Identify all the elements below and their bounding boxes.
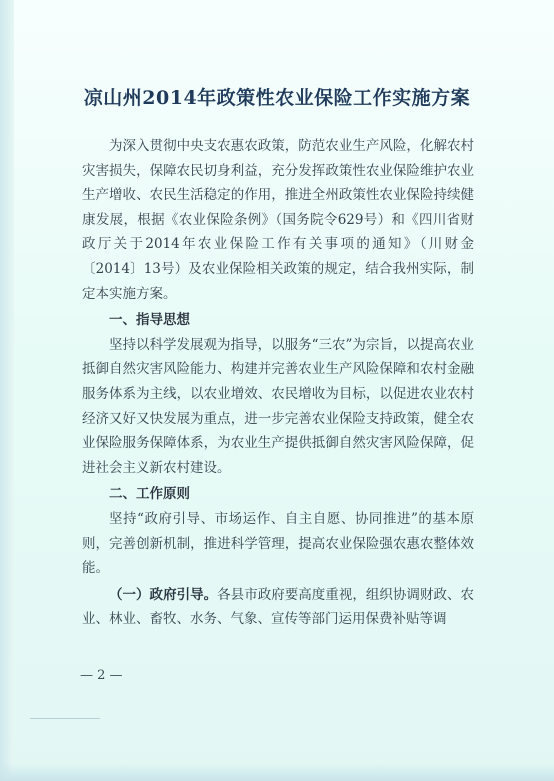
page-number: — 2 — <box>80 668 123 683</box>
binding-shadow <box>0 0 14 781</box>
government-guidance-text: 各县市政府要高度重视，组织协调财政、农业、林业、畜牧、水务、气象、宣传等部门运用保费补贴等调 <box>82 586 475 628</box>
section-heading-work-principles: 二、工作原则 <box>109 486 190 503</box>
government-guidance-paragraph <box>82 583 474 632</box>
document-body <box>82 134 474 632</box>
document-title: 凉山州2014年政策性农业保险工作实施方案 <box>83 87 471 109</box>
bottom-shadow <box>0 763 554 781</box>
government-guidance-label: （一）政府引导。 <box>109 586 218 603</box>
section-heading-guiding-ideology: 一、指导思想 <box>109 312 190 329</box>
intro-paragraph: 为深入贯彻中央支农惠农政策，防范农业生产风险，化解农村灾害损失，保障农民切身利益，充分发挥政策性农业保险维护农业生产增收、农民生活稳定的作用，推进全州政策性农业保险持续健康发展，根据《农业保险条例》（国务院令629号）和《四川省财政厅关于2014年农业保险工作有关事项的通知》（川财金〔2014〕13号）及农业保险相关政策的规定，结合我州实际，制定本实施方案。 <box>82 138 474 302</box>
guiding-ideology-paragraph: 坚持以科学发展观为指导，以服务“三农”为宗旨，以提高农业抵御自然灾害风险能力、构建并完善农业生产风险保障和农村金融服务体系为主线，以农业增效、农民增收为目标，以促进农业农村经济又好又快发展为重点，进一步完善农业保险支持政策，健全农业保险服务保障体系，为农业生产提供抵御自然灾害风险保障，促进社会主义新农村建设。 <box>82 336 474 476</box>
work-principles-paragraph: 坚持“政府引导、市场运作、自主自愿、协同推进”的基本原则，完善创新机制，推进科学管理，提高农业保险强农惠农整体效能。 <box>82 510 474 577</box>
footer-rule <box>30 718 100 719</box>
